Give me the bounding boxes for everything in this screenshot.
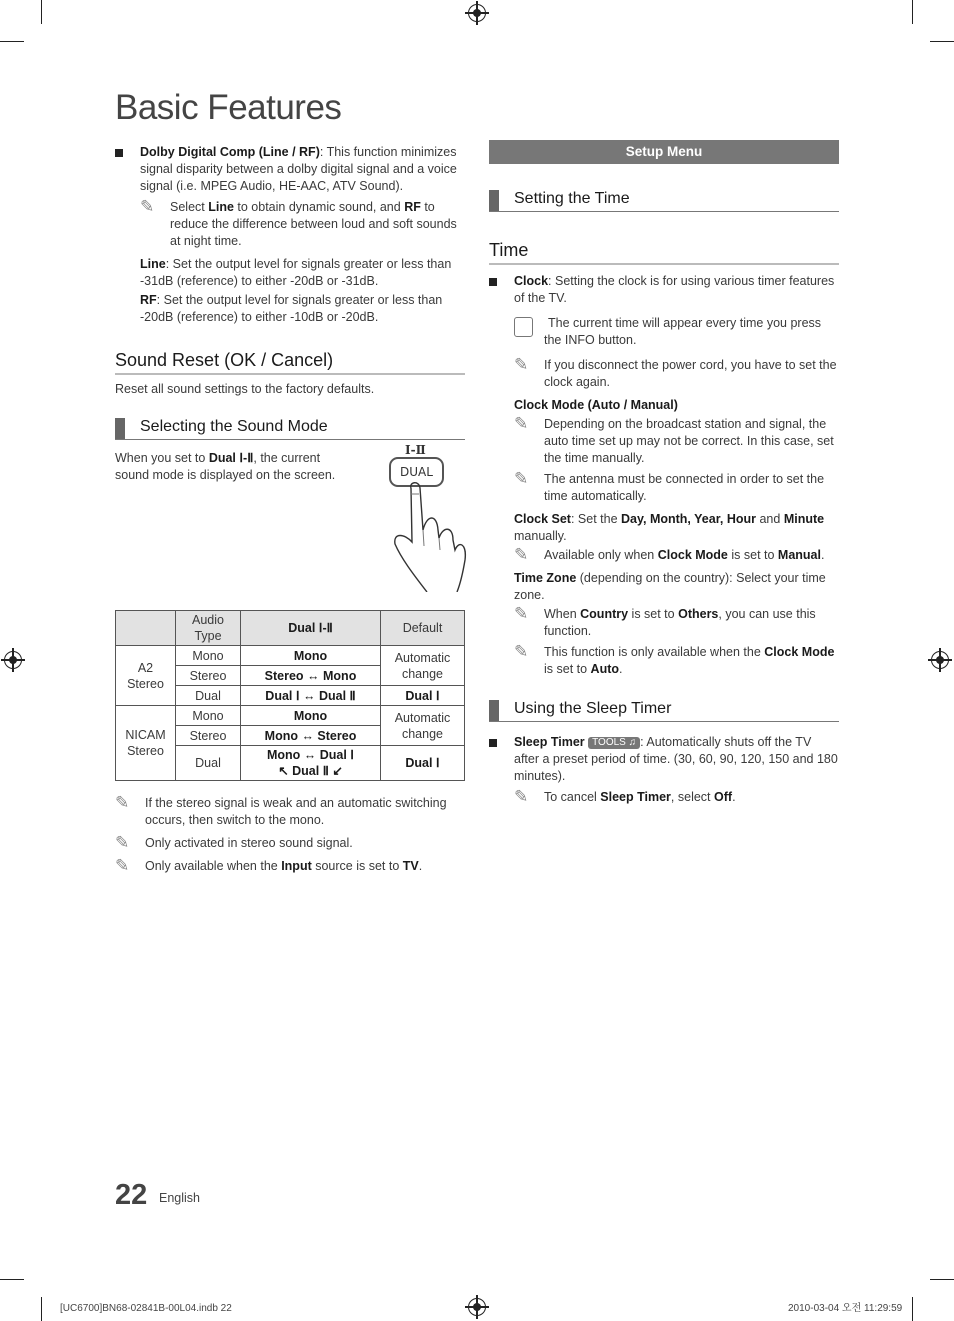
note-item: ✎ If the stereo signal is weak and an automatic switching occurs, then switch to the mono. [115, 793, 447, 827]
table-cell: Mono [241, 646, 381, 666]
print-date-info: 2010-03-04 오전 11:29:59 [788, 1303, 903, 1314]
time-zone-note: ✎ This function is only available when the Clock Mode is set to Auto. [514, 642, 835, 676]
crop-mark [930, 41, 954, 42]
table-header-cell: Default [381, 611, 465, 646]
clock-item: Clock: Setting the clock is for using various timer features of the TV. [489, 273, 839, 307]
dual-button-icon: DUAL [389, 457, 444, 487]
sleep-timer-heading: Using the Sleep Timer [489, 698, 839, 722]
sleep-timer-note: ✎ To cancel Sleep Timer, select Off. [514, 787, 736, 806]
table-header-row [116, 611, 465, 646]
crop-mark [912, 0, 913, 24]
print-file-info: [UC6700]BN68-02841B-00L04.indb 22 [60, 1303, 232, 1314]
table-cell: Mono [176, 706, 241, 726]
table-cell: Mono ↔ Stereo [241, 726, 381, 746]
table-header-cell: Audio Type [176, 611, 241, 646]
pencil-note-icon: ✎ [140, 197, 155, 216]
pencil-note-icon: ✎ [514, 414, 529, 433]
page-number: 22 [115, 1179, 148, 1211]
page-language: English [159, 1191, 200, 1205]
table-cell: Dual Ⅰ ↔ Dual Ⅱ [241, 686, 381, 706]
clock-mode-heading: Clock Mode (Auto / Manual) [514, 398, 678, 412]
pencil-note-icon: ✎ [514, 469, 529, 488]
remote-button-icon [514, 317, 533, 337]
sleep-timer-item: Sleep Timer TOOLS ♫ : Automatically shuts off the TV after a preset period of time. (30, 60, 90, 120, 150 and 180 minutes). [489, 734, 839, 785]
sound-mode-text: When you set to Dual Ⅰ-Ⅱ, the current sound mode is displayed on the screen. [115, 451, 336, 482]
pencil-note-icon: ✎ [514, 355, 529, 374]
pencil-note-icon: ✎ [115, 833, 130, 852]
note-item: ✎ Only activated in stereo sound signal. [115, 833, 353, 852]
pencil-note-icon: ✎ [514, 642, 529, 661]
clock-set-text: Clock Set: Set the Day, Month, Year, Hour and Minute manually. [514, 512, 825, 543]
sound-mode-heading: Selecting the Sound Mode [115, 416, 465, 440]
table-row [116, 706, 465, 726]
dolby-label: Dolby Digital Comp (Line / RF) [140, 145, 320, 159]
registration-mark-icon [931, 651, 949, 669]
pencil-note-icon: ✎ [115, 856, 130, 875]
setup-menu-bar: Setup Menu [489, 140, 839, 164]
table-cell: Stereo [176, 726, 241, 746]
table-notes [115, 795, 465, 875]
registration-mark-icon [468, 4, 486, 22]
crop-mark [41, 0, 42, 24]
clock-mode-note: ✎ Depending on the broadcast station and signal, the auto time set up may not be correct. In this case, set the time manually. [514, 414, 834, 465]
dolby-note: ✎ Select Line to obtain dynamic sound, and RF to reduce the difference between loud and soft sounds at night time. [140, 197, 457, 248]
table-cell: Mono [176, 646, 241, 666]
remote-label: Ⅰ-Ⅱ [405, 443, 426, 457]
table-cell: NICAM Stereo [116, 706, 176, 781]
sound-reset-heading: Sound Reset (OK / Cancel) [115, 348, 465, 375]
table-cell: Mono ↔ Dual Ⅰ ↖ Dual Ⅱ ↙ [241, 746, 381, 781]
sound-mode-table [115, 610, 465, 781]
table-cell: Dual Ⅰ [381, 686, 465, 706]
crop-mark [930, 1279, 954, 1280]
dolby-text: : This function minimizes signal disparity between a dolby digital signal and a voice signal (i.e. MPEG Audio, HE-AAC, ATV Sound). [140, 145, 457, 193]
rf-description: RF: Set the output level for signals greater or less than -20dB (reference) to either -10dB or -20dB. [140, 293, 443, 324]
time-zone-text: Time Zone (depending on the country): Select your time zone. [514, 571, 826, 602]
tools-badge-icon: TOOLS ♫ [588, 737, 640, 749]
left-column [115, 144, 465, 879]
line-description: Line: Set the output level for signals greater or less than -31dB (reference) to either -20dB or -31dB. [140, 257, 452, 288]
crop-mark [912, 1297, 913, 1321]
remote-dual-illustration [387, 442, 467, 592]
setting-time-heading: Setting the Time [489, 188, 839, 212]
table-cell: A2 Stereo [116, 646, 176, 706]
crop-mark [0, 1279, 24, 1280]
info-note: The current time will appear every time you press the INFO button. [489, 315, 839, 349]
crop-mark [41, 1297, 42, 1321]
registration-mark-icon [4, 651, 22, 669]
table-cell: Stereo ↔ Mono [241, 666, 381, 686]
note-item: ✎ Only available when the Input source is set to TV. [115, 856, 423, 875]
sound-reset-text: Reset all sound settings to the factory defaults. [115, 382, 375, 396]
pencil-note-icon: ✎ [514, 787, 529, 806]
table-cell: Dual Ⅰ [381, 746, 465, 781]
registration-mark-icon [468, 1298, 486, 1316]
table-row [116, 646, 465, 666]
power-note: ✎ If you disconnect the power cord, you have to set the clock again. [514, 355, 837, 389]
pencil-note-icon: ✎ [514, 545, 529, 564]
table-cell: Dual [176, 686, 241, 706]
right-column [489, 140, 839, 810]
pencil-note-icon: ✎ [514, 604, 529, 623]
hand-pointer-icon [387, 442, 467, 592]
table-cell: Mono [241, 706, 381, 726]
time-heading: Time [489, 238, 839, 265]
page-title: Basic Features [115, 88, 342, 127]
table-cell: Dual [176, 746, 241, 781]
crop-mark [0, 41, 24, 42]
table-cell: Stereo [176, 666, 241, 686]
clock-set-note: ✎ Available only when Clock Mode is set to Manual. [514, 545, 825, 564]
time-zone-note: ✎ When Country is set to Others, you can use this function. [514, 604, 816, 638]
table-header-cell: Dual Ⅰ-Ⅱ [241, 611, 381, 646]
sound-mode-section [115, 443, 465, 610]
dolby-digital-comp-item [115, 144, 465, 195]
pencil-note-icon: ✎ [115, 793, 130, 812]
table-cell: Automatic change [381, 646, 465, 686]
clock-mode-note: ✎ The antenna must be connected in order to set the time automatically. [514, 469, 825, 503]
table-cell: Automatic change [381, 706, 465, 746]
